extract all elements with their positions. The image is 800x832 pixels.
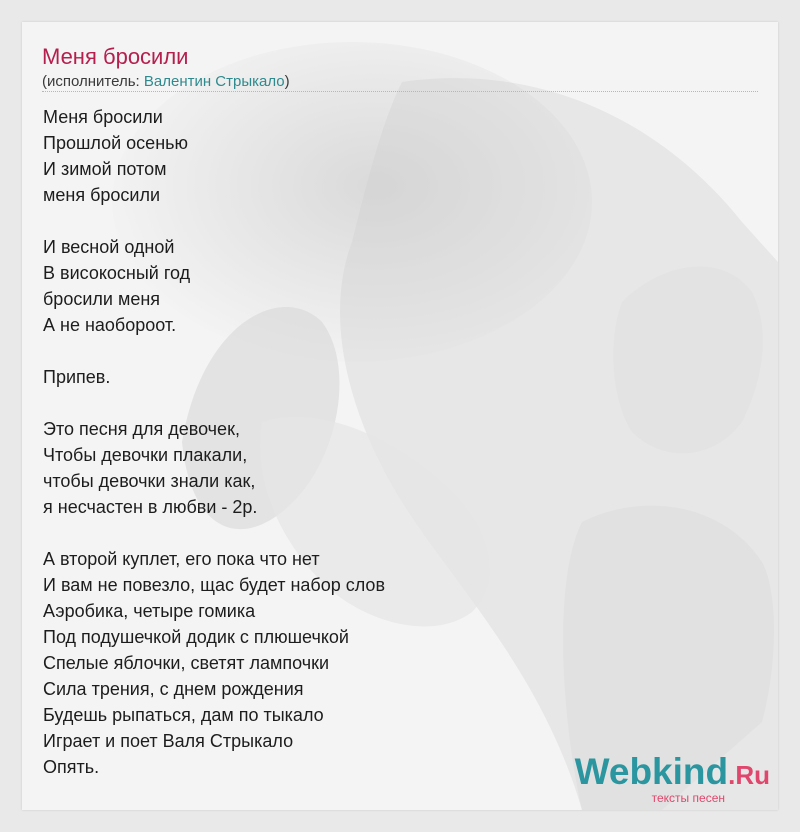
lyric-line: Играет и поет Валя Стрыкало bbox=[43, 731, 294, 751]
stanza-gap bbox=[43, 520, 743, 546]
webkind-logo[interactable] bbox=[575, 752, 770, 805]
lyrics-text bbox=[43, 104, 743, 780]
lyric-line: Припев. bbox=[43, 367, 111, 387]
stanza-gap bbox=[43, 338, 743, 364]
lyric-line: И вам не повезло, щас будет набор слов bbox=[43, 575, 385, 595]
lyric-line: Аэробика, четыре гомика bbox=[43, 601, 256, 621]
lyric-line: Прошлой осенью bbox=[43, 133, 189, 153]
logo-tagline: тексты песен bbox=[651, 791, 725, 805]
lyric-line: Опять. bbox=[43, 757, 100, 777]
logo-wordmark bbox=[575, 752, 770, 795]
lyric-line: И весной одной bbox=[43, 237, 175, 257]
lyric-line: Чтобы девочки плакали, bbox=[43, 445, 248, 465]
stanza-gap bbox=[43, 390, 743, 416]
logo-tld: .Ru bbox=[728, 760, 770, 790]
lyric-line: Под подушечкой додик с плюшечкой bbox=[43, 627, 349, 647]
performer-suffix: ) bbox=[284, 73, 290, 90]
lyric-line: Спелые яблочки, светят лампочки bbox=[43, 653, 330, 673]
logo-name: Webkind bbox=[574, 751, 729, 792]
lyric-line: Будешь рыпаться, дам по тыкало bbox=[43, 705, 324, 725]
lyric-line: А второй куплет, его пока что нет bbox=[43, 549, 320, 569]
lyric-line: Это песня для девочек, bbox=[43, 419, 240, 439]
lyric-line: А не наобороот. bbox=[43, 315, 177, 335]
lyric-line: В високосный год bbox=[43, 263, 191, 283]
artist-link[interactable]: Валентин Стрыкало bbox=[143, 73, 285, 90]
lyric-line: я несчастен в любви - 2р. bbox=[43, 497, 258, 517]
lyric-line: И зимой потом bbox=[43, 159, 167, 179]
performer-prefix: (исполнитель: bbox=[42, 73, 144, 90]
lyric-line: Меня бросили bbox=[43, 107, 163, 127]
lyrics-card bbox=[22, 22, 778, 810]
stanza-gap bbox=[43, 208, 743, 234]
title-separator bbox=[42, 91, 758, 92]
performer-line bbox=[42, 73, 290, 90]
lyric-line: Сила трения, с днем рождения bbox=[43, 679, 304, 699]
lyric-line: бросили меня bbox=[43, 289, 161, 309]
lyric-line: чтобы девочки знали как, bbox=[43, 471, 256, 491]
song-title: Меня бросили bbox=[42, 44, 189, 69]
lyric-line: меня бросили bbox=[43, 185, 161, 205]
